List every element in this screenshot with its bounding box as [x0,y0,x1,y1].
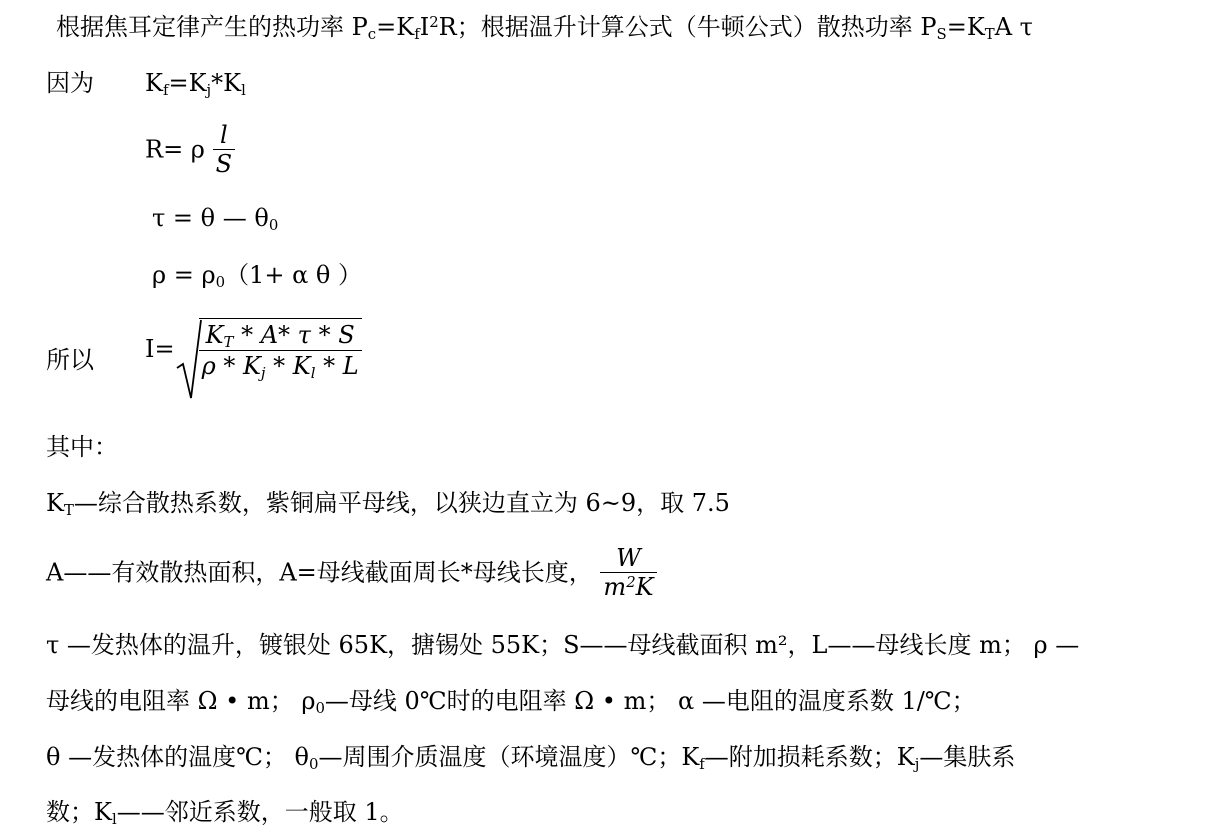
sqrt-sign-icon [175,318,203,402]
def-theta: θ —发热体的温度℃； $\theta_0—$周围介质温度（环境温度）℃；$K_f—$附加损耗系数；$K_j—$集肤系 [46,743,1016,774]
kf-formula: $K_f=K_j*K_l$ [145,69,246,100]
tau-formula: τ = θ — $\theta_0$ [152,204,279,235]
def-tau: τ —发热体的温升，镀银处 65K，搪锡处 55K；S——母线截面积 m²，L——母线长度 m； ρ — [46,631,1080,659]
intro-line: 根据焦耳定律产生的热功率 $P_c=K_fI^2R$；根据温升计算公式（牛顿公式）散热功率 $P_S=K_TA$ τ [56,12,1033,44]
where-label: 其中： [46,433,118,461]
i-fraction: $\frac{K_T * A* \tau * S}{\rho * K_j * K_l * L}$ [199,321,362,380]
r-fraction: $\frac{l}{S}$ [213,122,235,177]
def-a: A——有效散热面积，A=母线截面周长*母线长度， $\frac{W}{m^2K}$ [46,545,657,600]
sqrt-expression [175,318,362,383]
i-formula: I= $\frac{K_T * A* \tau * S}{\rho * K_j * K_l * L}$ [145,318,362,380]
unit-fraction: $\frac{W}{m^2K}$ [600,545,656,600]
therefore-label: 所以 [46,346,94,374]
rho-formula: $\rho = \rho_0(1+ \alpha$ θ ） [152,261,362,292]
r-formula: R= ρ $\frac{l}{S}$ [145,122,235,177]
def-last: 数；$K_l——$邻近系数，一般取 1。 [46,798,404,829]
because-label: 因为 [46,69,94,97]
def-kt: $K_T—$综合散热系数，紫铜扁平母线，以狭边直立为 6~9，取 7.5 [46,489,730,520]
intro-lead: 根据焦耳定律产生的热功率 [56,13,352,41]
def-rho: 母线的电阻率 Ω • m； $\rho_0—$母线 0℃时的电阻率 Ω • m； α —电阻的温度系数 1/℃； [46,687,976,718]
